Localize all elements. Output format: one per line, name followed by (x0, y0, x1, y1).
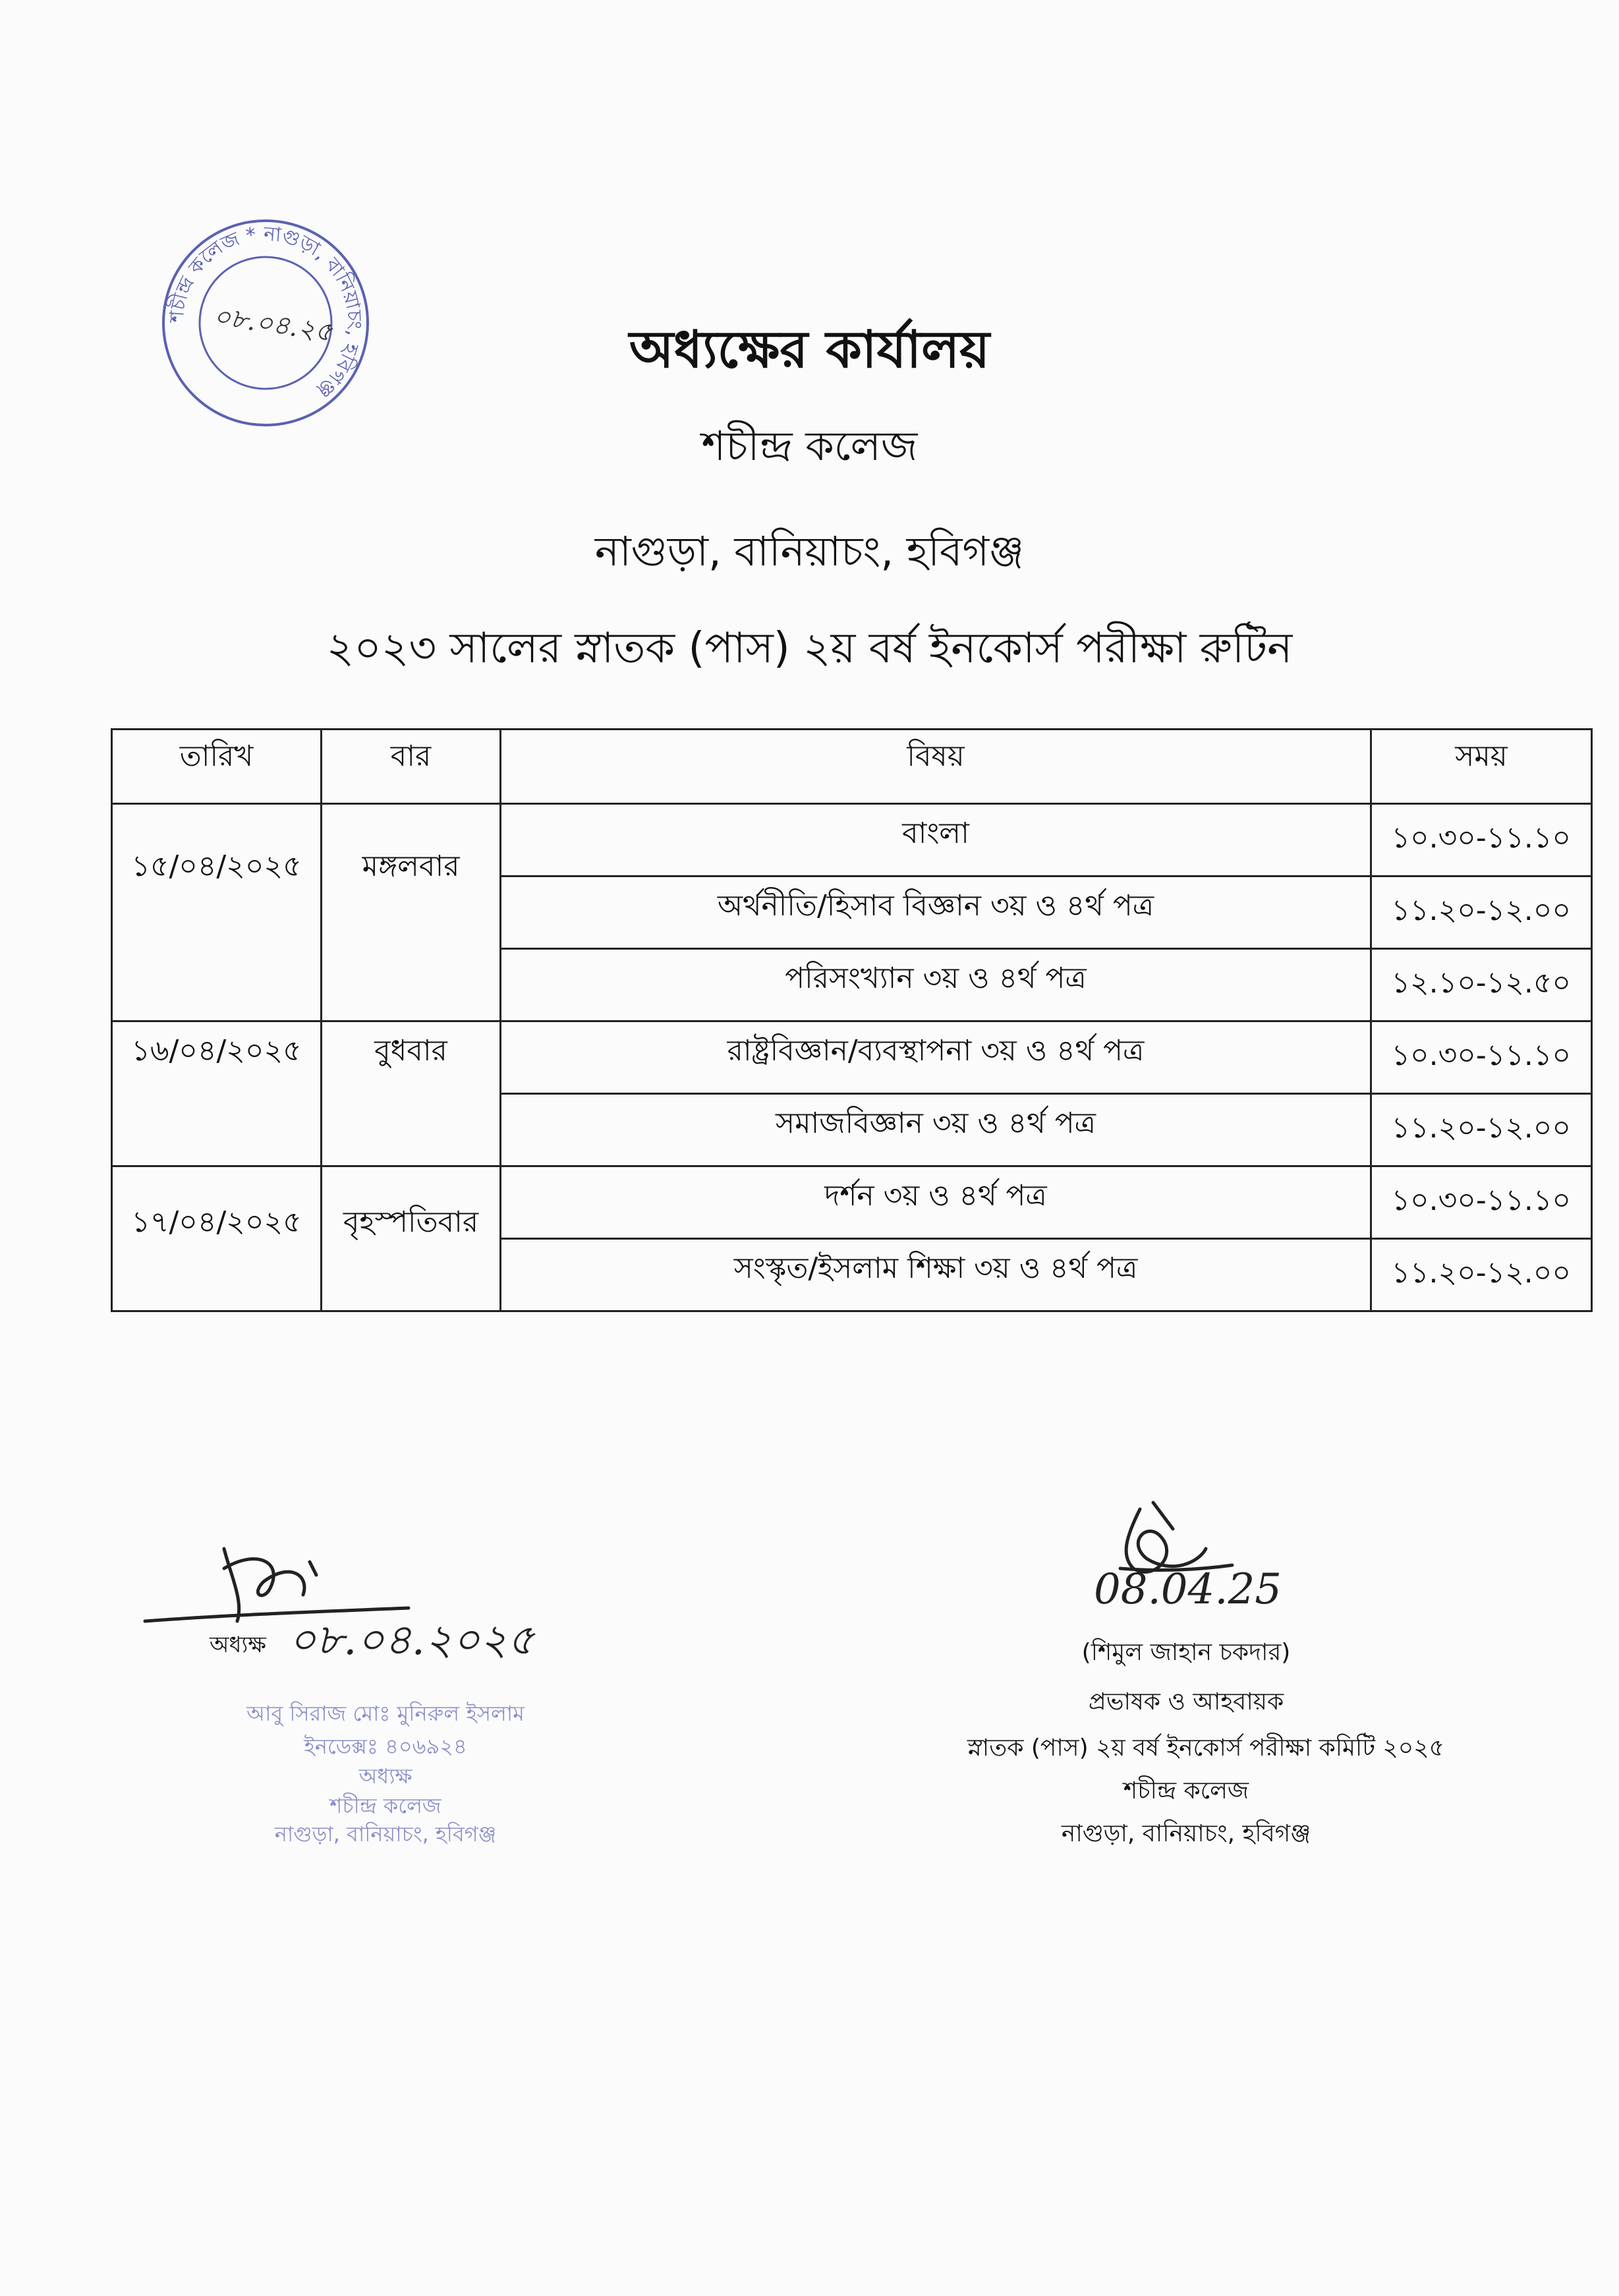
convenor-address: নাগুড়া, বানিয়াচং, হবিগঞ্জ (1061, 1820, 1311, 1847)
header-date: তারিখ (112, 730, 322, 804)
principal-stamp-designation: অধ্যক্ষ (358, 1764, 412, 1789)
table-row (112, 804, 1592, 876)
exam-routine-table (111, 728, 1593, 1312)
day-cell: বৃহস্পতিবার (322, 1166, 501, 1311)
date-cell: ১৬/০৪/২০২৫ (112, 1021, 322, 1166)
time-cell: ১১.২০-১২.০০ (1371, 1094, 1592, 1166)
convenor-name: (শিমুল জাহান চকদার) (1081, 1639, 1291, 1666)
convenor-college: শচীন্দ্র কলেজ (1123, 1777, 1249, 1804)
principal-stamp-address: নাগুড়া, বানিয়াচং, হবিগঞ্জ (274, 1822, 497, 1847)
day-cell: মঙ্গলবার (322, 804, 501, 1021)
subject-cell: সমাজবিজ্ঞান ৩য় ও ৪র্থ পত্র (501, 1094, 1371, 1166)
table-header-row (112, 730, 1592, 804)
seal-text: শচীন্দ্র কলেজ * নাগুড়া, বানিয়াচং, হবিগঞ্জ (165, 222, 366, 403)
principal-stamp-index: ইনডেক্সঃ ৪০৬৯২৪ (304, 1734, 467, 1759)
header-day: বার (322, 730, 501, 804)
time-cell: ১১.২০-১২.০০ (1371, 1239, 1592, 1311)
subject-cell: দর্শন ৩য় ও ৪র্থ পত্র (501, 1166, 1371, 1239)
time-cell: ১০.৩০-১১.১০ (1371, 1021, 1592, 1094)
principal-stamp-college: শচীন্দ্র কলেজ (329, 1793, 441, 1818)
time-cell: ১০.৩০-১১.১০ (1371, 804, 1592, 876)
convenor-designation: প্রভাষক ও আহবায়ক (1088, 1688, 1284, 1715)
time-cell: ১২.১০-১২.৫০ (1371, 949, 1592, 1021)
day-cell: বুধবার (322, 1021, 501, 1166)
time-cell: ১১.২০-১২.০০ (1371, 876, 1592, 949)
office-title: অধ্যক্ষের কার্যালয় (629, 320, 990, 380)
table-row (112, 1166, 1592, 1239)
principal-label: অধ্যক্ষ (210, 1632, 266, 1658)
table-row (112, 1021, 1592, 1094)
header-time: সময় (1371, 730, 1592, 804)
date-cell: ১৫/০৪/২০২৫ (112, 804, 322, 1021)
college-address: নাগুড়া, বানিয়াচং, হবিগঞ্জ (594, 527, 1025, 575)
principal-handwritten-date: ০৮.০৪.২০২৫ (289, 1616, 535, 1665)
routine-title: ২০২৩ সালের স্নাতক (পাস) ২য় বর্ষ ইনকোর্স পরীক্ষা রুটিন (326, 624, 1293, 673)
subject-cell: রাষ্ট্রবিজ্ঞান/ব্যবস্থাপনা ৩য় ও ৪র্থ পত্র (501, 1021, 1371, 1094)
college-name: শচীন্দ্র কলেজ (701, 422, 918, 470)
subject-cell: বাংলা (501, 804, 1371, 876)
time-cell: ১০.৩০-১১.১০ (1371, 1166, 1592, 1239)
convenor-handwritten-date: 08.04.25 (1094, 1565, 1282, 1614)
convenor-committee: স্নাতক (পাস) ২য় বর্ষ ইনকোর্স পরীক্ষা কমিটি ২০২৫ (967, 1735, 1444, 1762)
seal-date: ০৮.০৪.২৫ (212, 301, 335, 348)
subject-cell: সংস্কৃত/ইসলাম শিক্ষা ৩য় ও ৪র্থ পত্র (501, 1239, 1371, 1311)
date-cell: ১৭/০৪/২০২৫ (112, 1166, 322, 1311)
principal-stamp-name: আবু সিরাজ মোঃ মুনিরুল ইসলাম (246, 1701, 525, 1726)
header-subject: বিষয় (501, 730, 1371, 804)
subject-cell: পরিসংখ্যান ৩য় ও ৪র্থ পত্র (501, 949, 1371, 1021)
subject-cell: অর্থনীতি/হিসাব বিজ্ঞান ৩য় ও ৪র্থ পত্র (501, 876, 1371, 949)
